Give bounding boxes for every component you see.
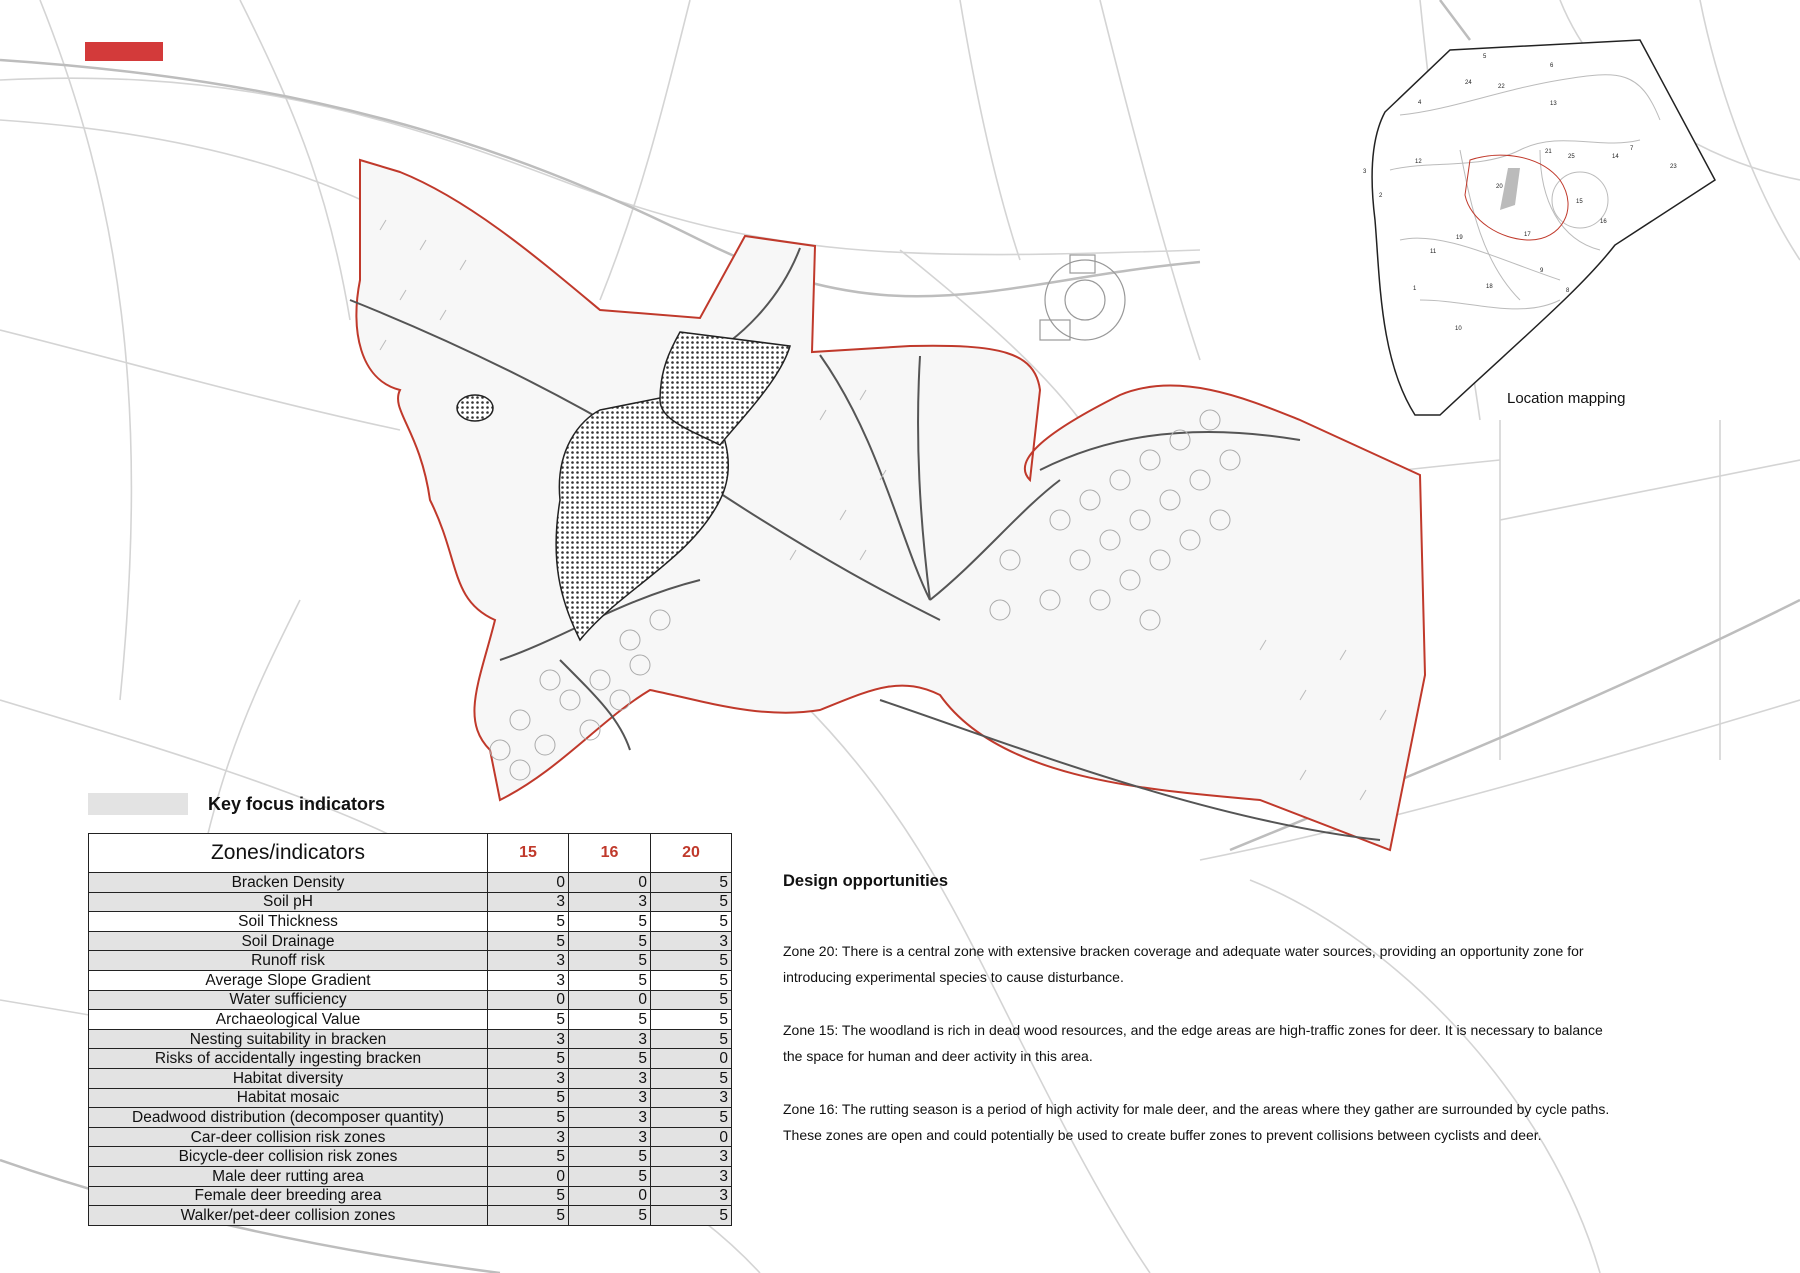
- indicator-score: 5: [488, 931, 569, 951]
- indicator-score: 3: [569, 1088, 651, 1108]
- indicator-score: 5: [488, 1206, 569, 1226]
- indicator-score: 5: [488, 1108, 569, 1128]
- table-row: [89, 873, 732, 893]
- key-label: Key focus indicators: [208, 793, 386, 814]
- site-boundary: [356, 160, 1425, 850]
- table-row: [89, 1029, 732, 1049]
- zone-label: 21: [1545, 149, 1552, 155]
- table-row: [89, 1088, 732, 1108]
- indicator-score: 0: [651, 1049, 732, 1069]
- indicator-label: Nesting suitability in bracken: [89, 1029, 488, 1049]
- indicator-score: 5: [651, 873, 732, 893]
- indicator-label: Runoff risk: [89, 951, 488, 971]
- table-row: [89, 1186, 732, 1206]
- indicator-score: 5: [569, 1010, 651, 1030]
- indicator-score: 3: [569, 1127, 651, 1147]
- indicator-score: 0: [569, 873, 651, 893]
- indicator-score: 3: [651, 1147, 732, 1167]
- indicator-score: 5: [651, 1029, 732, 1049]
- table-body: [89, 873, 732, 1226]
- zone-label: 3: [1363, 169, 1367, 175]
- indicator-score: 3: [488, 892, 569, 912]
- zone-label: 18: [1486, 284, 1493, 290]
- zone-label: 17: [1524, 232, 1531, 238]
- zone-label: 16: [1600, 219, 1607, 225]
- indicator-score: 3: [488, 1029, 569, 1049]
- indicator-score: 0: [488, 990, 569, 1010]
- indicator-label: Average Slope Gradient: [89, 970, 488, 990]
- indicator-score: 5: [651, 1068, 732, 1088]
- indicator-score: 3: [651, 931, 732, 951]
- indicator-score: 5: [488, 1010, 569, 1030]
- indicator-score: 5: [569, 1049, 651, 1069]
- indicator-score: 5: [569, 1206, 651, 1226]
- table-row: [89, 970, 732, 990]
- zone-column-header: 15: [488, 834, 569, 873]
- zone-label: 24: [1465, 80, 1472, 86]
- indicator-label: Deadwood distribution (decomposer quantity): [89, 1108, 488, 1128]
- zone-column-header: 16: [569, 834, 651, 873]
- location-map-outline: [1372, 40, 1715, 415]
- indicator-score: 5: [488, 1088, 569, 1108]
- indicator-score: 5: [488, 912, 569, 932]
- indicator-label: Car-deer collision risk zones: [89, 1127, 488, 1147]
- indicator-score: 3: [488, 1068, 569, 1088]
- table-row: [89, 1147, 732, 1167]
- indicator-score: 5: [651, 912, 732, 932]
- indicator-score: 0: [488, 1166, 569, 1186]
- zone-label: 25: [1568, 154, 1575, 160]
- indicator-score: 5: [651, 951, 732, 971]
- indicator-score: 0: [651, 1127, 732, 1147]
- indicator-label: Bracken Density: [89, 873, 488, 893]
- zone-label: 19: [1456, 235, 1463, 241]
- indicator-score: 3: [488, 1127, 569, 1147]
- design-title: Design opportunities: [783, 872, 948, 890]
- indicator-score: 5: [488, 1186, 569, 1206]
- zone-label: 22: [1498, 84, 1505, 90]
- zone-label: 23: [1670, 164, 1677, 170]
- table-row: [89, 1206, 732, 1226]
- indicator-score: 3: [569, 1068, 651, 1088]
- table-row: [89, 990, 732, 1010]
- zone-label: 12: [1415, 159, 1422, 165]
- indicator-score: 5: [651, 970, 732, 990]
- indicator-score: 5: [651, 990, 732, 1010]
- indicator-label: Habitat mosaic: [89, 1088, 488, 1108]
- table-row: [89, 931, 732, 951]
- indicator-label: Walker/pet-deer collision zones: [89, 1206, 488, 1226]
- indicator-score: 5: [569, 1147, 651, 1167]
- indicator-score: 0: [569, 1186, 651, 1206]
- zone-label: 13: [1550, 101, 1557, 107]
- indicator-score: 5: [651, 1206, 732, 1226]
- zone-label: 20: [1496, 184, 1503, 190]
- table-row: [89, 912, 732, 932]
- indicator-label: Risks of accidentally ingesting bracken: [89, 1049, 488, 1069]
- zone-label: 2: [1379, 193, 1383, 199]
- table-row: [89, 1049, 732, 1069]
- zone-label: 15: [1576, 199, 1583, 205]
- indicator-score: 0: [488, 873, 569, 893]
- indicator-score: 3: [651, 1166, 732, 1186]
- key-swatch: [88, 793, 188, 815]
- indicator-score: 5: [569, 912, 651, 932]
- indicator-score: 3: [569, 892, 651, 912]
- table-row: [89, 951, 732, 971]
- indicator-label: Soil Thickness: [89, 912, 488, 932]
- indicator-label: Bicycle-deer collision risk zones: [89, 1147, 488, 1167]
- indicator-label: Male deer rutting area: [89, 1166, 488, 1186]
- indicator-score: 5: [651, 892, 732, 912]
- indicator-score: 5: [569, 951, 651, 971]
- indicator-score: 5: [569, 970, 651, 990]
- indicator-score: 3: [488, 970, 569, 990]
- indicator-score: 3: [651, 1186, 732, 1206]
- indicator-score: 5: [488, 1049, 569, 1069]
- design-paragraph-zone-16: Zone 16: The rutting season is a period of high activity for male deer, and the areas where they gather are surrounded by cycle paths. These zones are open and could potentially be used to create buffer zones to prevent collisions between cyclists and deer.: [783, 1101, 1610, 1143]
- title-accent-bar: [85, 42, 163, 61]
- table-header-row: [89, 834, 732, 873]
- indicator-label: Archaeological Value: [89, 1010, 488, 1030]
- indicator-score: 5: [651, 1010, 732, 1030]
- design-opportunities: [783, 868, 1623, 1175]
- indicator-score: 5: [488, 1147, 569, 1167]
- table-header-label: Zones/indicators: [89, 834, 488, 873]
- zone-label: 11: [1430, 249, 1437, 255]
- indicator-label: Soil pH: [89, 892, 488, 912]
- indicator-label: Soil Drainage: [89, 931, 488, 951]
- table-row: [89, 1166, 732, 1186]
- indicator-score: 3: [569, 1029, 651, 1049]
- table-row: [89, 1108, 732, 1128]
- key-legend: [88, 793, 385, 815]
- indicator-score: 5: [569, 1166, 651, 1186]
- table-row: [89, 892, 732, 912]
- zone-label: 9: [1540, 268, 1544, 274]
- zone-label: 8: [1566, 288, 1570, 294]
- zone-label: 10: [1455, 326, 1462, 332]
- zone-label: 1: [1413, 286, 1417, 292]
- design-paragraph-zone-15: Zone 15: The woodland is rich in dead wood resources, and the edge areas are high-traffic zones for deer. It is necessary to balance the space for human and deer activity in this area.: [783, 1022, 1603, 1064]
- indicator-score: 5: [651, 1108, 732, 1128]
- zone-label: 14: [1612, 154, 1619, 160]
- indicator-label: Water sufficiency: [89, 990, 488, 1010]
- indicator-score: 5: [569, 931, 651, 951]
- indicator-label: Habitat diversity: [89, 1068, 488, 1088]
- building-cluster: [1040, 255, 1125, 340]
- indicator-score: 0: [569, 990, 651, 1010]
- zone-label: 4: [1418, 100, 1422, 106]
- table-row: [89, 1127, 732, 1147]
- location-map-caption: Location mapping: [1507, 390, 1626, 407]
- indicator-score: 3: [651, 1088, 732, 1108]
- design-paragraph-zone-20: Zone 20: There is a central zone with extensive bracken coverage and adequate water sources, providing an opportunity zone for introducing experimental species to cause disturbance.: [783, 943, 1584, 985]
- zone-column-header: 20: [651, 834, 732, 873]
- indicator-table: [88, 833, 731, 1226]
- indicator-score: 3: [488, 951, 569, 971]
- indicator-score: 3: [569, 1108, 651, 1128]
- zone-label: 5: [1483, 54, 1487, 60]
- table-row: [89, 1010, 732, 1030]
- zone-label: 6: [1550, 63, 1554, 69]
- dotted-pond: [457, 395, 493, 421]
- zone-label: 7: [1630, 146, 1634, 152]
- table-row: [89, 1068, 732, 1088]
- indicator-label: Female deer breeding area: [89, 1186, 488, 1206]
